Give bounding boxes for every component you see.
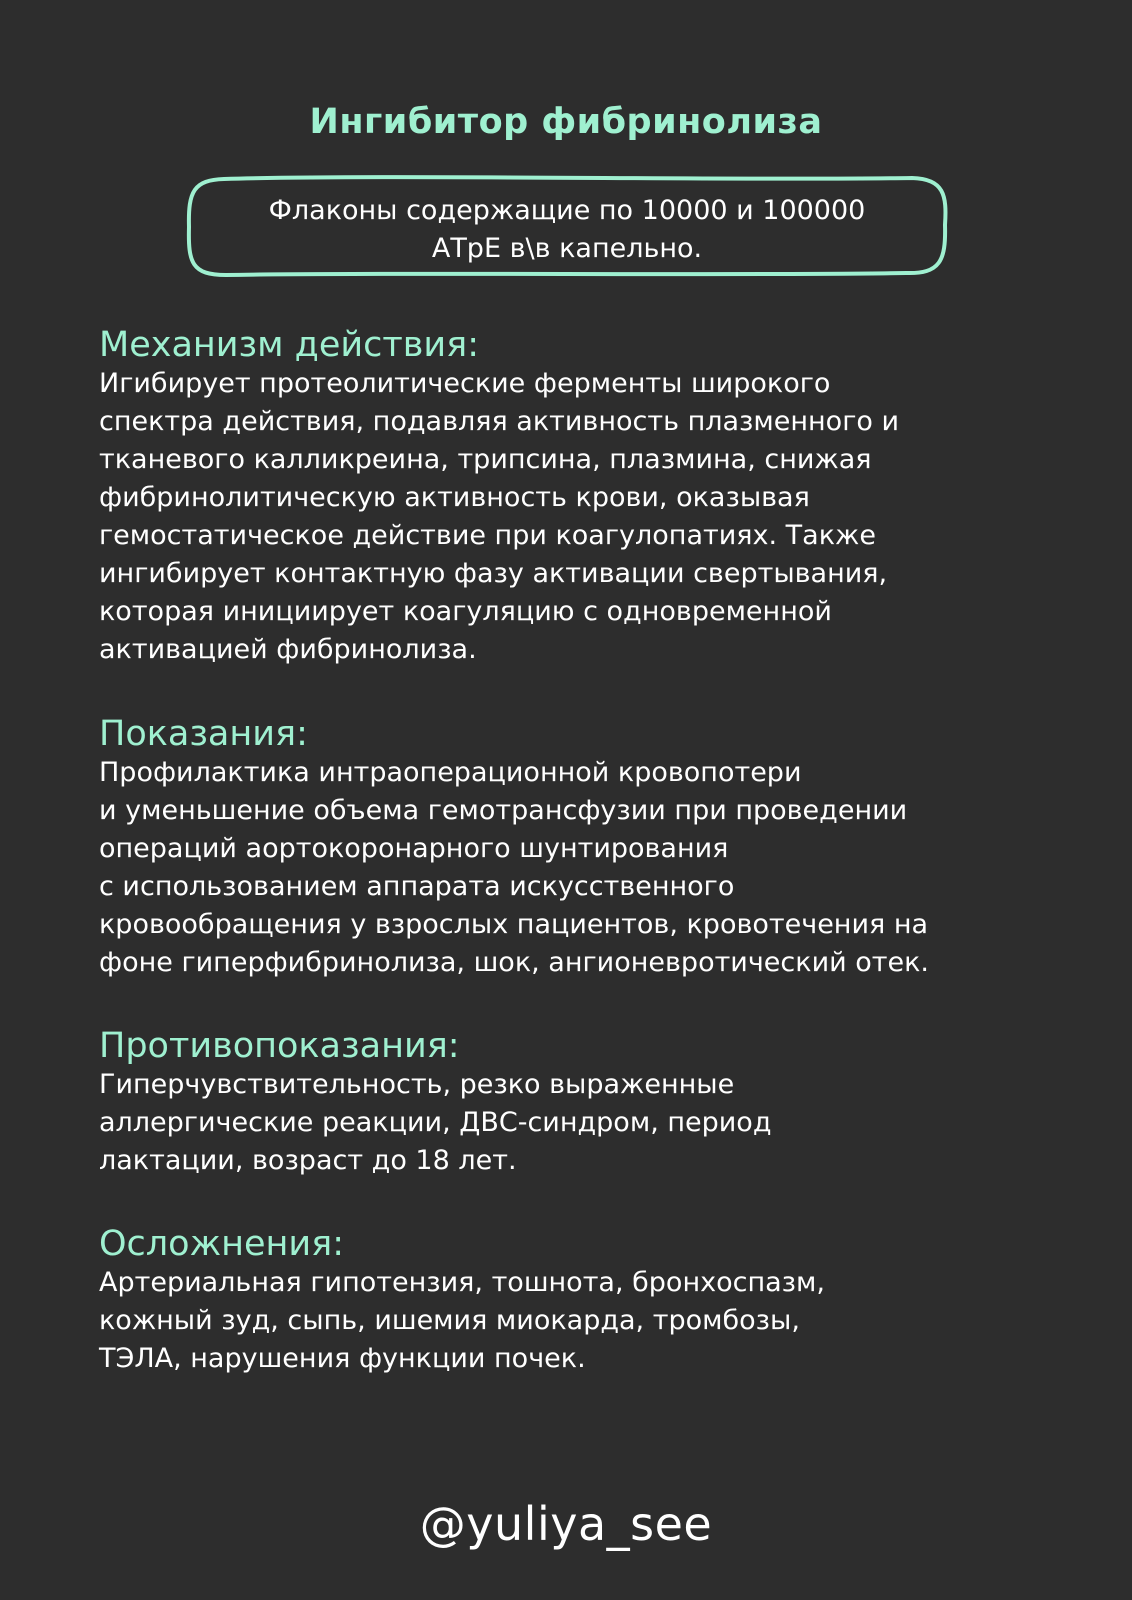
body-line: ТЭЛА, нарушения функции почек. xyxy=(99,1343,586,1374)
body-line: тканевого калликреина, трипсина, плазмина, снижая xyxy=(99,444,872,475)
section-heading: Противопоказания: xyxy=(99,1026,460,1066)
body-line: Гиперчувствительность, резко выраженные xyxy=(99,1069,735,1100)
body-line: фибринолитическую активность крови, оказывая xyxy=(99,482,810,513)
body-line: лактации, возраст до 18 лет. xyxy=(99,1145,517,1176)
dosage-line-2: АТрЕ в\в капельно. xyxy=(431,233,703,264)
section-contraindications xyxy=(99,1026,1059,1180)
section-body xyxy=(99,1264,1059,1378)
body-line: Профилактика интраоперационной кровопотери xyxy=(99,757,802,788)
dosage-callout xyxy=(184,175,950,279)
body-line: кожный зуд, сыпь, ишемия миокарда, тромбозы, xyxy=(99,1305,800,1336)
section-indications xyxy=(99,714,1059,982)
section-heading: Показания: xyxy=(99,714,308,754)
body-line: Артериальная гипотензия, тошнота, бронхоспазм, xyxy=(99,1267,825,1298)
body-line: активацией фибринолиза. xyxy=(99,634,477,665)
section-heading: Осложнения: xyxy=(99,1224,344,1264)
body-line: аллергические реакции, ДВС-синдром, период xyxy=(99,1107,772,1138)
dosage-line-1: Флаконы содержащие по 10000 и 100000 xyxy=(268,195,866,226)
body-line: спектра действия, подавляя активность плазменного и xyxy=(99,406,900,437)
body-line: операций аортокоронарного шунтирования xyxy=(99,833,729,864)
section-mechanism xyxy=(99,325,1059,669)
body-line: кровообращения у взрослых пациентов, кровотечения на xyxy=(99,909,929,940)
section-complications xyxy=(99,1224,1059,1378)
body-line: гемостатическое действие при коагулопатиях. Также xyxy=(99,520,876,551)
page-title: Ингибитор фибринолиза xyxy=(309,102,823,142)
body-line: которая инициирует коагуляцию с одновременной xyxy=(99,596,832,627)
body-line: с использованием аппарата искусственного xyxy=(99,871,735,902)
author-signature: @yuliya_see xyxy=(419,1497,713,1551)
section-heading: Механизм действия: xyxy=(99,325,479,365)
body-line: фоне гиперфибринолиза, шок, ангионевротический отек. xyxy=(99,947,929,978)
section-body xyxy=(99,1066,1059,1180)
body-line: Игибирует протеолитические ферменты широкого xyxy=(99,368,831,399)
section-body xyxy=(99,365,1059,669)
body-line: ингибирует контактную фазу активации свертывания, xyxy=(99,558,888,589)
body-line: и уменьшение объема гемотрансфузии при проведении xyxy=(99,795,908,826)
section-body xyxy=(99,754,1059,982)
dosage-text xyxy=(184,192,950,268)
